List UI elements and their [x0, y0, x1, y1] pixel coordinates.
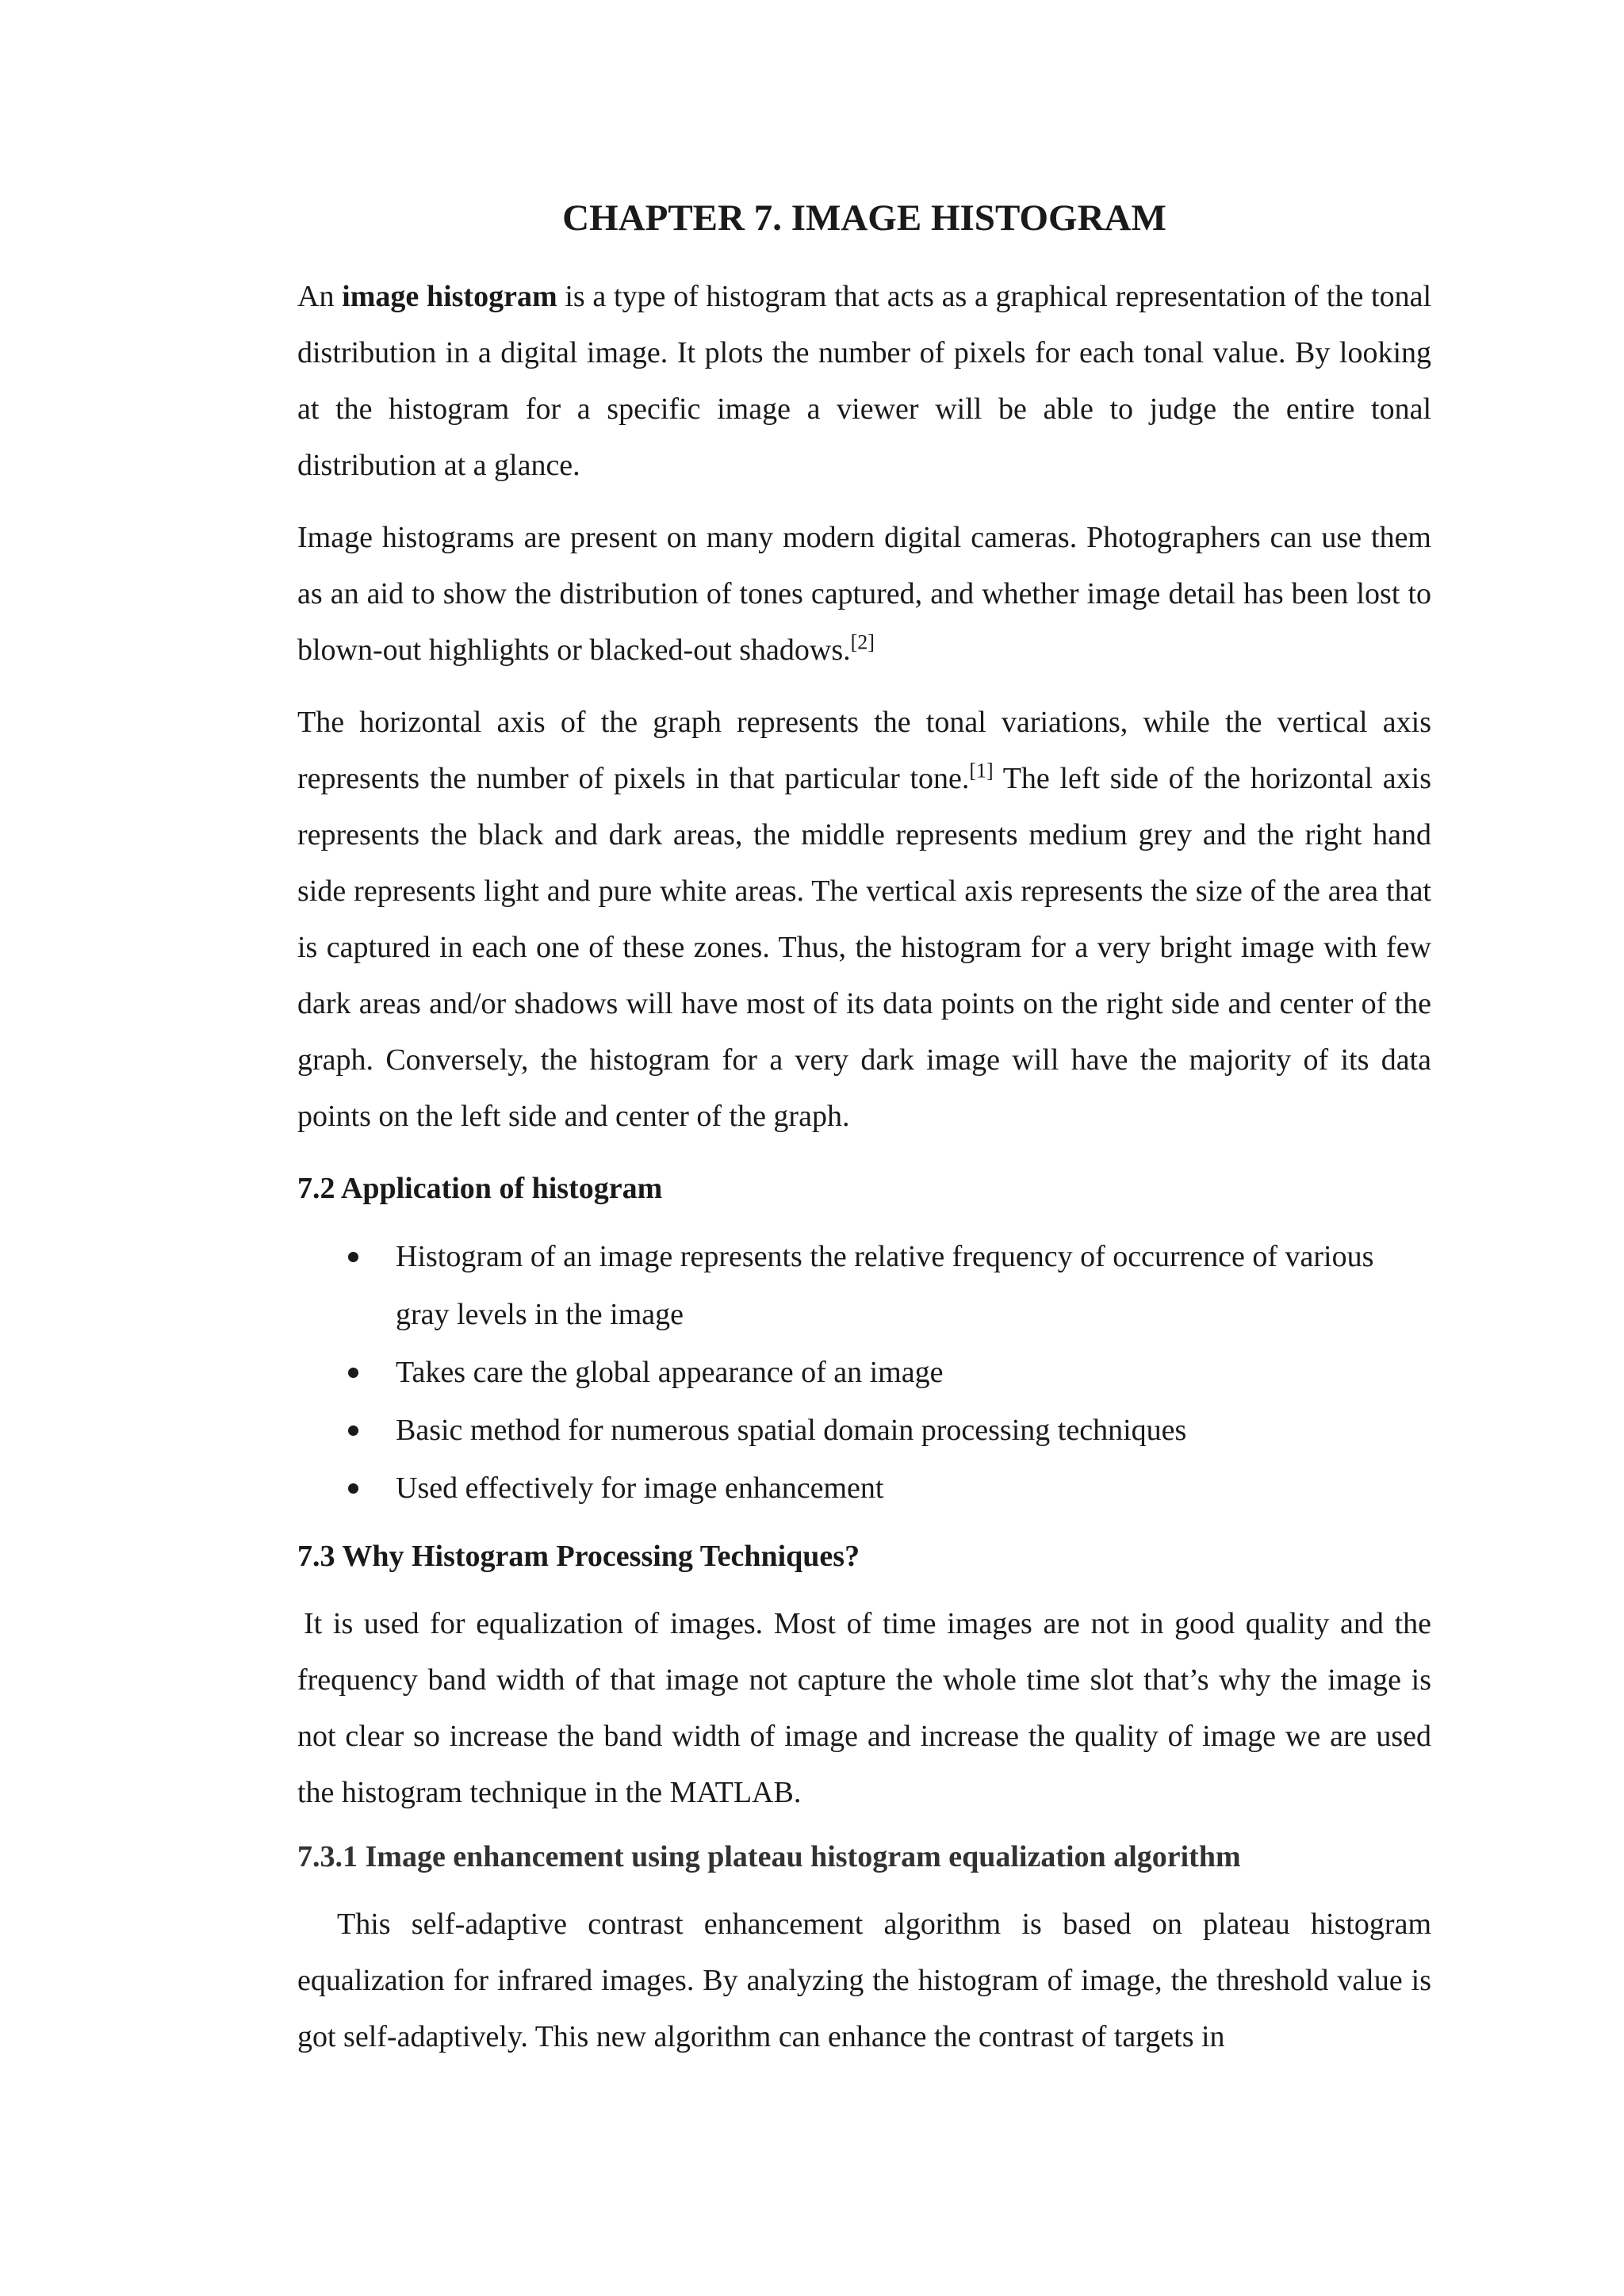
bullet-icon	[348, 1425, 358, 1436]
application-bullet-list	[297, 1228, 1431, 1517]
bullet-icon	[348, 1252, 358, 1262]
section-heading-7-2: 7.2 Application of histogram	[297, 1172, 663, 1205]
list-item	[396, 1402, 1431, 1460]
list-item	[396, 1228, 1431, 1344]
bullet-icon	[348, 1368, 358, 1378]
list-item	[396, 1344, 1431, 1402]
intro-paragraph-3	[297, 695, 1431, 1145]
intro-p3-lead: The horizontal axis of the graph represents the tonal variations, while the vertical axis represents the number of pixels in that particular tone.	[297, 706, 1431, 795]
list-item-text: Basic method for numerous spatial domain processing techniques	[396, 1414, 1187, 1447]
intro-paragraph-2	[297, 510, 1431, 679]
page-content	[297, 186, 1431, 2081]
intro-p1-lead: An	[297, 280, 343, 313]
chapter-title: CHAPTER 7. IMAGE HISTOGRAM	[562, 197, 1166, 239]
citation-ref-2[interactable]: [2]	[850, 630, 875, 654]
section-heading-7-3-1: 7.3.1 Image enhancement using plateau histogram equalization algorithm	[297, 1840, 1241, 1873]
intro-p2-text: Image histograms are present on many modern digital cameras. Photographers can use them as an aid to show the distribution of tones captured, and whether image detail has been lost to blown-out highlights or blacked-out shadows.	[297, 521, 1431, 667]
list-item-text: Histogram of an image represents the relative frequency of occurrence of various gray levels in the image	[396, 1240, 1374, 1331]
intro-paragraph-1	[297, 269, 1431, 494]
intro-p3-rest: The left side of the horizontal axis represents the black and dark areas, the middle represents medium grey and the right hand side represents light and pure white areas. The vertical axis represents the size of the area that is captured in each one of these zones. Thus, the histogram for a very bright image with few dark areas and/or shadows will have most of its data points on the right side and center of the graph. Conversely, the histogram for a very dark image will have the majority of its data points on the left side and center of the graph.	[297, 762, 1432, 1133]
bullet-icon	[348, 1483, 358, 1494]
section-7-3-paragraph: It is used for equalization of images. Most of time images are not in good quality and the frequency band width of that image not capture the whole time slot that’s why the image is not clear so increase the band width of image and increase the quality of image we are used the histogram technique in the MATLAB.	[297, 1607, 1431, 1809]
citation-ref-1[interactable]: [1]	[969, 759, 994, 783]
section-heading-7-3: 7.3 Why Histogram Processing Techniques?	[297, 1540, 860, 1573]
list-item-text: Takes care the global appearance of an image	[396, 1356, 944, 1389]
list-item-text: Used effectively for image enhancement	[396, 1471, 884, 1505]
intro-p1-rest: is a type of histogram that acts as a graphical representation of the tonal distribution in a digital image. It plots the number of pixels for each tonal value. By looking at the histogram for a specific image a viewer will be able to judge the entire tonal distribution at a glance.	[297, 280, 1432, 482]
list-item	[396, 1460, 1431, 1517]
section-7-3-1-paragraph: This self-adaptive contrast enhancement algorithm is based on plateau histogram equalization for infrared images. By analyzing the histogram of image, the threshold value is got self-adaptively. This new algorithm can enhance the contrast of targets in	[297, 1908, 1431, 2053]
intro-p1-term: image histogram	[342, 280, 557, 313]
